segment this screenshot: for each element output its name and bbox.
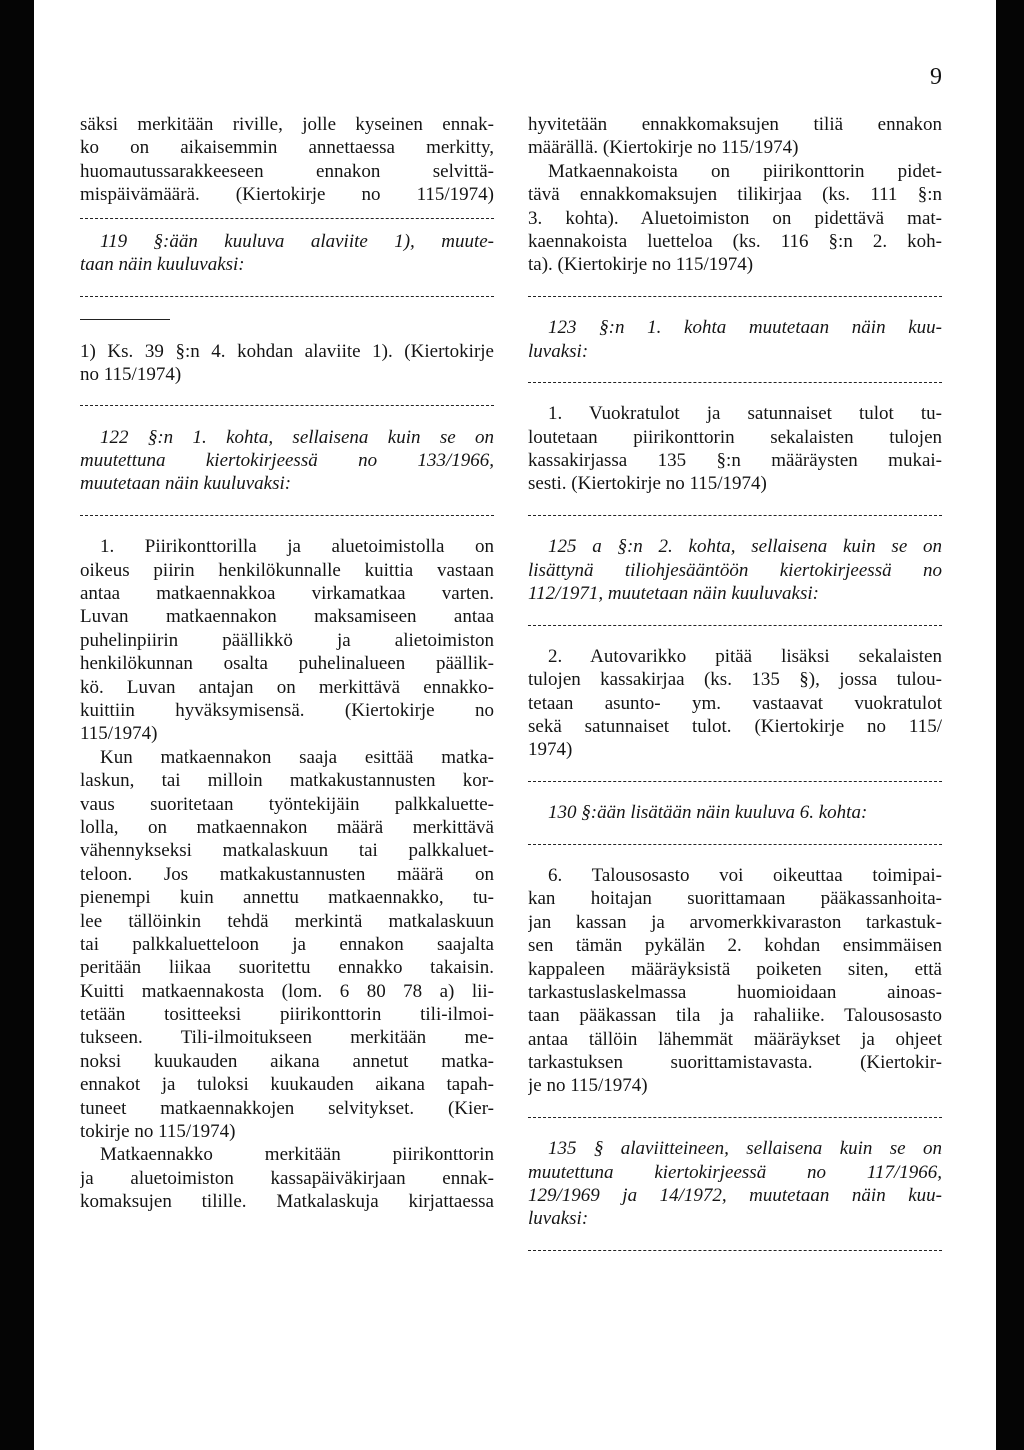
dashed-separator	[80, 394, 494, 417]
heading-line: 125 a §:n 2. kohta, sellaisena kuin se on	[548, 536, 942, 558]
paragraph-123-1	[528, 402, 942, 496]
text-line: hyvitetään ennakkomaksujen tiliä ennakon	[528, 114, 942, 135]
text-line: Matkaennakko merkitään piirikonttorin	[100, 1144, 494, 1166]
text-line: Matkaennakoista on piirikonttorin pidet-	[548, 160, 942, 182]
text-line: oikeus piirin henkilökunnalle kuittia vastaan	[80, 559, 494, 581]
heading-line: luvaksi:	[528, 340, 589, 362]
dashed-separator	[528, 613, 942, 636]
heading-line: 112/1971, muutetaan näin kuuluvaksi:	[528, 583, 819, 605]
heading-line: 129/1969 ja 14/1972, muutetaan näin kuu-	[528, 1185, 942, 1207]
dashed-separator	[528, 285, 942, 308]
heading-line: lisättynä tiliohjesääntöön kiertokirjeessä no	[528, 559, 942, 581]
dashed-separator	[528, 1106, 942, 1129]
text-line: kuittiin hyväksymisensä. (Kiertokirje no	[80, 699, 494, 721]
text-line: ko on aikaisemmin annettaessa merkitty,	[80, 137, 494, 159]
text-line: peritään liikaa suoritettu ennakko takaisin.	[80, 957, 494, 979]
left-column	[80, 113, 494, 1214]
paragraph-125a-2	[528, 645, 942, 762]
heading-section-119	[80, 230, 494, 277]
dashed-separator	[528, 770, 942, 793]
text-line: antaa matkaennakkoa virkamatkaa varten.	[80, 583, 494, 605]
text-line: Luvan matkaennakon maksamiseen antaa	[80, 606, 494, 628]
text-line: tai palkkaluetteloon ja ennakon saajalta	[80, 933, 494, 955]
text-line: puhelinpiirin päällikkö ja alietoimiston	[80, 629, 494, 651]
text-line: kaennakoista luetteloa (ks. 116 §:n 2. koh-	[528, 230, 942, 252]
text-line: mispäivämäärä. (Kiertokirje no 115/1974)	[80, 184, 494, 206]
text-line: sekä satunnaiset tulot. (Kiertokirje no 115/	[528, 715, 942, 737]
heading-section-130	[528, 801, 942, 824]
text-line: komaksujen tilille. Matkalaskuja kirjattaessa	[80, 1191, 494, 1213]
text-line: huomautussarakkeeseen ennakon selvittä-	[80, 160, 494, 182]
heading-line: 122 §:n 1. kohta, sellaisena kuin se on	[100, 426, 494, 448]
heading-line: 123 §:n 1. kohta muutetaan näin kuu-	[548, 317, 942, 339]
text-line: tarkastuksen suorittamistavasta. (Kiertokir-	[528, 1052, 942, 1074]
right-scan-border	[996, 0, 1024, 1450]
text-line: Kuitti matkaennakosta (lom. 6 80 78 a) lii-	[80, 980, 494, 1002]
text-line: jan kassan ja arvomerkkivaraston tarkastuk-	[528, 911, 942, 933]
text-line: 3. kohta). Aluetoimiston on pidettävä mat-	[528, 207, 942, 229]
paragraph-130-6	[528, 864, 942, 1098]
footnote-rule	[80, 308, 494, 331]
text-line: kappaleen määräyksistä poiketen siten, että	[528, 958, 942, 980]
text-line: tokirje no 115/1974)	[80, 1121, 236, 1143]
dashed-separator	[80, 285, 494, 308]
text-line: je no 115/1974)	[528, 1075, 648, 1097]
dashed-separator	[528, 504, 942, 527]
paragraph-travel-invoice	[80, 746, 494, 1144]
paragraph-advance-ledger	[528, 160, 942, 277]
text-line: tetaan asunto- ym. vastaavat vuokratulot	[528, 692, 942, 714]
text-line: taan pääkassan tila ja rahaliike. Talousosasto	[528, 1005, 942, 1027]
text-line: ennakot ja tuloksi kuukauden aikana tapah-	[80, 1074, 494, 1096]
text-line: kö. Luvan antajan on merkittävä ennakko-	[80, 676, 494, 698]
dashed-separator	[80, 207, 494, 230]
dashed-separator	[528, 371, 942, 394]
dashed-separator	[528, 833, 942, 856]
heading-line: muutettuna kiertokirjeessä no 117/1966,	[528, 1161, 942, 1183]
text-line: tarkastuslaskelmassa huomioidaan ainoas-	[528, 981, 942, 1003]
text-line: 1. Piirikonttorilla ja aluetoimistolla on	[100, 536, 494, 558]
text-line: laskun, tai milloin matkakustannusten kor-	[80, 770, 494, 792]
dashed-separator	[528, 1239, 942, 1262]
paragraph-122-1	[80, 535, 494, 746]
text-line: 2. Autovarikko pitää lisäksi sekalaisten	[548, 645, 942, 667]
heading-line: luvaksi:	[528, 1208, 589, 1230]
text-line: loutetaan piirikonttorin sekalaisten tulojen	[528, 426, 942, 448]
text-line: 1. Vuokratulot ja satunnaiset tulot tu-	[548, 403, 942, 425]
right-column	[528, 113, 942, 1262]
text-line: noksi kuukauden aikana annetut matka-	[80, 1050, 494, 1072]
text-line: antaa tällöin lähemmät määräykset ja ohjeet	[528, 1028, 942, 1050]
text-line: ta). (Kiertokirje no 115/1974)	[528, 254, 754, 276]
dashed-separator	[80, 504, 494, 527]
text-line: 6. Talousosasto voi oikeuttaa toimipai-	[548, 864, 942, 886]
text-line: lee tällöinkin tehdä merkintä matkalaskuun	[80, 910, 494, 932]
text-line: määrällä. (Kiertokirje no 115/1974)	[528, 137, 799, 159]
text-line: henkilökunnan osalta puhelinalueen päällik-	[80, 653, 494, 675]
text-line: vähennykseksi matkalaskuun tai palkkaluet-	[80, 840, 494, 862]
text-line: tävä ennakkomaksujen tilikirjaa (ks. 111 §:n	[528, 184, 942, 206]
paragraph-continued	[528, 113, 942, 160]
text-line: sesti. (Kiertokirje no 115/1974)	[528, 473, 767, 495]
footnote	[80, 340, 494, 387]
heading-line: 130 §:ään lisätään näin kuuluva 6. kohta:	[548, 802, 868, 824]
heading-section-125a	[528, 535, 942, 605]
paragraph-ledger	[80, 1143, 494, 1213]
text-line: tetään tositteeksi piirikonttorin tili-ilmoi-	[80, 1004, 494, 1026]
heading-line: taan näin kuuluvaksi:	[80, 254, 245, 276]
text-line: teloon. Jos matkakustannusten määrä on	[80, 863, 494, 885]
text-line: vaus suoritetaan työntekijäin palkkaluette-	[80, 793, 494, 815]
heading-line: 135 § alaviitteineen, sellaisena kuin se on	[548, 1138, 942, 1160]
paragraph-intro	[80, 113, 494, 207]
text-line: lolla, on matkaennakon määrä merkittävä	[80, 816, 494, 838]
text-line: kassakirjassa 135 §:n määräysten mukai-	[528, 450, 942, 472]
heading-section-123	[528, 316, 942, 363]
heading-section-135	[528, 1137, 942, 1231]
text-line: 115/1974)	[80, 723, 158, 745]
text-line: tukseen. Tili-ilmoitukseen merkitään me-	[80, 1027, 494, 1049]
text-line: säksi merkitään riville, jolle kyseinen ennak-	[80, 114, 494, 135]
text-line: Kun matkaennakon saaja esittää matka-	[100, 746, 494, 768]
text-line: 1974)	[528, 739, 573, 761]
text-line: tulojen kassakirjaa (ks. 135 §), jossa tulou-	[528, 669, 942, 691]
heading-section-122	[80, 426, 494, 496]
heading-line: 119 §:ään kuuluva alaviite 1), muute-	[100, 230, 494, 252]
left-scan-border	[0, 0, 34, 1450]
footnote-line: 1) Ks. 39 §:n 4. kohdan alaviite 1). (Kiertokirje	[80, 340, 494, 362]
footnote-line: no 115/1974)	[80, 363, 182, 385]
page-number: 9	[930, 64, 942, 90]
heading-line: muutetaan näin kuuluvaksi:	[80, 473, 292, 495]
text-line: tuneet matkaennakkojen selvitykset. (Kier-	[80, 1097, 494, 1119]
text-line: ja aluetoimiston kassapäiväkirjaan ennak-	[80, 1167, 494, 1189]
text-line: kan hoitajan suorittamaan pääkassanhoita-	[528, 888, 942, 910]
text-line: pienempi kuin annettu matkaennakko, tu-	[80, 887, 494, 909]
text-line: sen tämän pykälän 2. kohdan ensimmäisen	[528, 935, 942, 957]
heading-line: muutettuna kiertokirjeessä no 133/1966,	[80, 450, 494, 472]
